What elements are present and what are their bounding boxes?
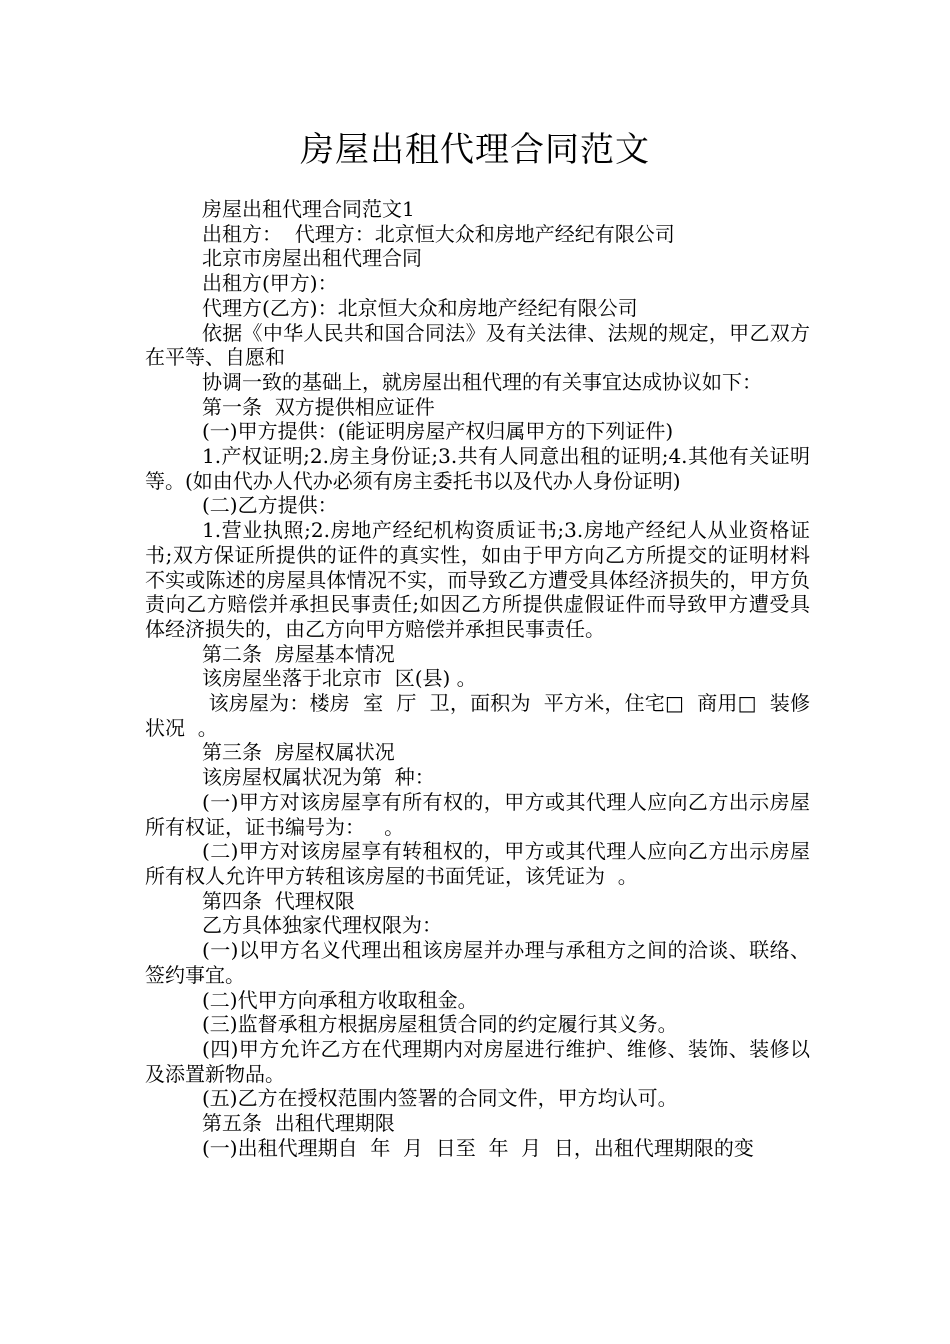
- paragraph: 乙方具体独家代理权限为：: [202, 913, 442, 938]
- paragraph: (二)乙方提供：: [202, 493, 338, 518]
- paragraph: 出租方： 代理方：北京恒大众和房地产经纪有限公司: [202, 221, 675, 246]
- paragraph: (一)甲方提供：(能证明房屋产权归属甲方的下列证件): [202, 419, 674, 444]
- paragraph: 代理方(乙方)：北京恒大众和房地产经纪有限公司: [202, 295, 638, 320]
- paragraph: (一)甲方对该房屋享有所有权的，甲方或其代理人应向乙方出示房屋所有权证，证书编号为： 。: [145, 789, 810, 839]
- section-heading: 第五条 出租代理期限: [202, 1111, 395, 1136]
- paragraph: 该房屋为：楼房 室 厅 卫，面积为 平方米，住宅□ 商用□ 装修状况 。: [145, 691, 810, 740]
- section-heading: 第二条 房屋基本情况: [202, 641, 395, 666]
- paragraph: (一)出租代理期自 年 月 日至 年 月 日，出租代理期限的变: [202, 1135, 754, 1160]
- section-heading: 第四条 代理权限: [202, 888, 355, 913]
- paragraph: (二)代甲方向承租方收取租金。: [202, 987, 478, 1012]
- paragraph: (一)以甲方名义代理出租该房屋并办理与承租方之间的洽谈、联络、签约事宜。: [145, 938, 810, 987]
- section-heading: 第一条 双方提供相应证件: [202, 394, 435, 419]
- paragraph: 该房屋权属状况为第 种：: [202, 765, 435, 790]
- paragraph: 北京市房屋出租代理合同: [202, 246, 422, 271]
- paragraph: 房屋出租代理合同范文1: [202, 197, 415, 221]
- document-title: 房屋出租代理合同范文: [300, 130, 650, 170]
- paragraph: 该房屋坐落于北京市 区(县) 。: [202, 666, 477, 691]
- section-heading: 第三条 房屋权属状况: [202, 740, 395, 765]
- paragraph: (三)监督承租方根据房屋租赁合同的约定履行其义务。: [202, 1012, 678, 1037]
- paragraph: 协调一致的基础上，就房屋出租代理的有关事宜达成协议如下：: [202, 369, 762, 394]
- paragraph: 出租方(甲方)：: [202, 271, 338, 296]
- paragraph: 依据《中华人民共和国合同法》及有关法律、法规的规定，甲乙双方在平等、自愿和: [145, 320, 810, 370]
- document-body: [145, 197, 810, 1160]
- paragraph: (五)乙方在授权范围内签署的合同文件，甲方均认可。: [202, 1086, 678, 1111]
- paragraph: (二)甲方对该房屋享有转租权的，甲方或其代理人应向乙方出示房屋所有权人允许甲方转租该房屋的书面凭证，该凭证为 。: [145, 839, 810, 888]
- paragraph: 1.营业执照;2.房地产经纪机构资质证书;3.房地产经纪人从业资格证书;双方保证所提供的证件的真实性，如由于甲方向乙方所提交的证明材料不实或陈述的房屋具体情况不实，而导致乙方遭受具体经济损失的，甲方负责向乙方赔偿并承担民事责任;如因乙方所提供虚假证件而导致甲方遭受具体经济损失的，由乙方向甲方赔偿并承担民事责任。: [145, 518, 810, 641]
- paragraph: (四)甲方允许乙方在代理期内对房屋进行维护、维修、装饰、装修以及添置新物品。: [145, 1036, 810, 1086]
- paragraph: 1.产权证明;2.房主身份证;3.共有人同意出租的证明;4.其他有关证明等。(如由代办人代办必须有房主委托书以及代办人身份证明): [145, 444, 810, 493]
